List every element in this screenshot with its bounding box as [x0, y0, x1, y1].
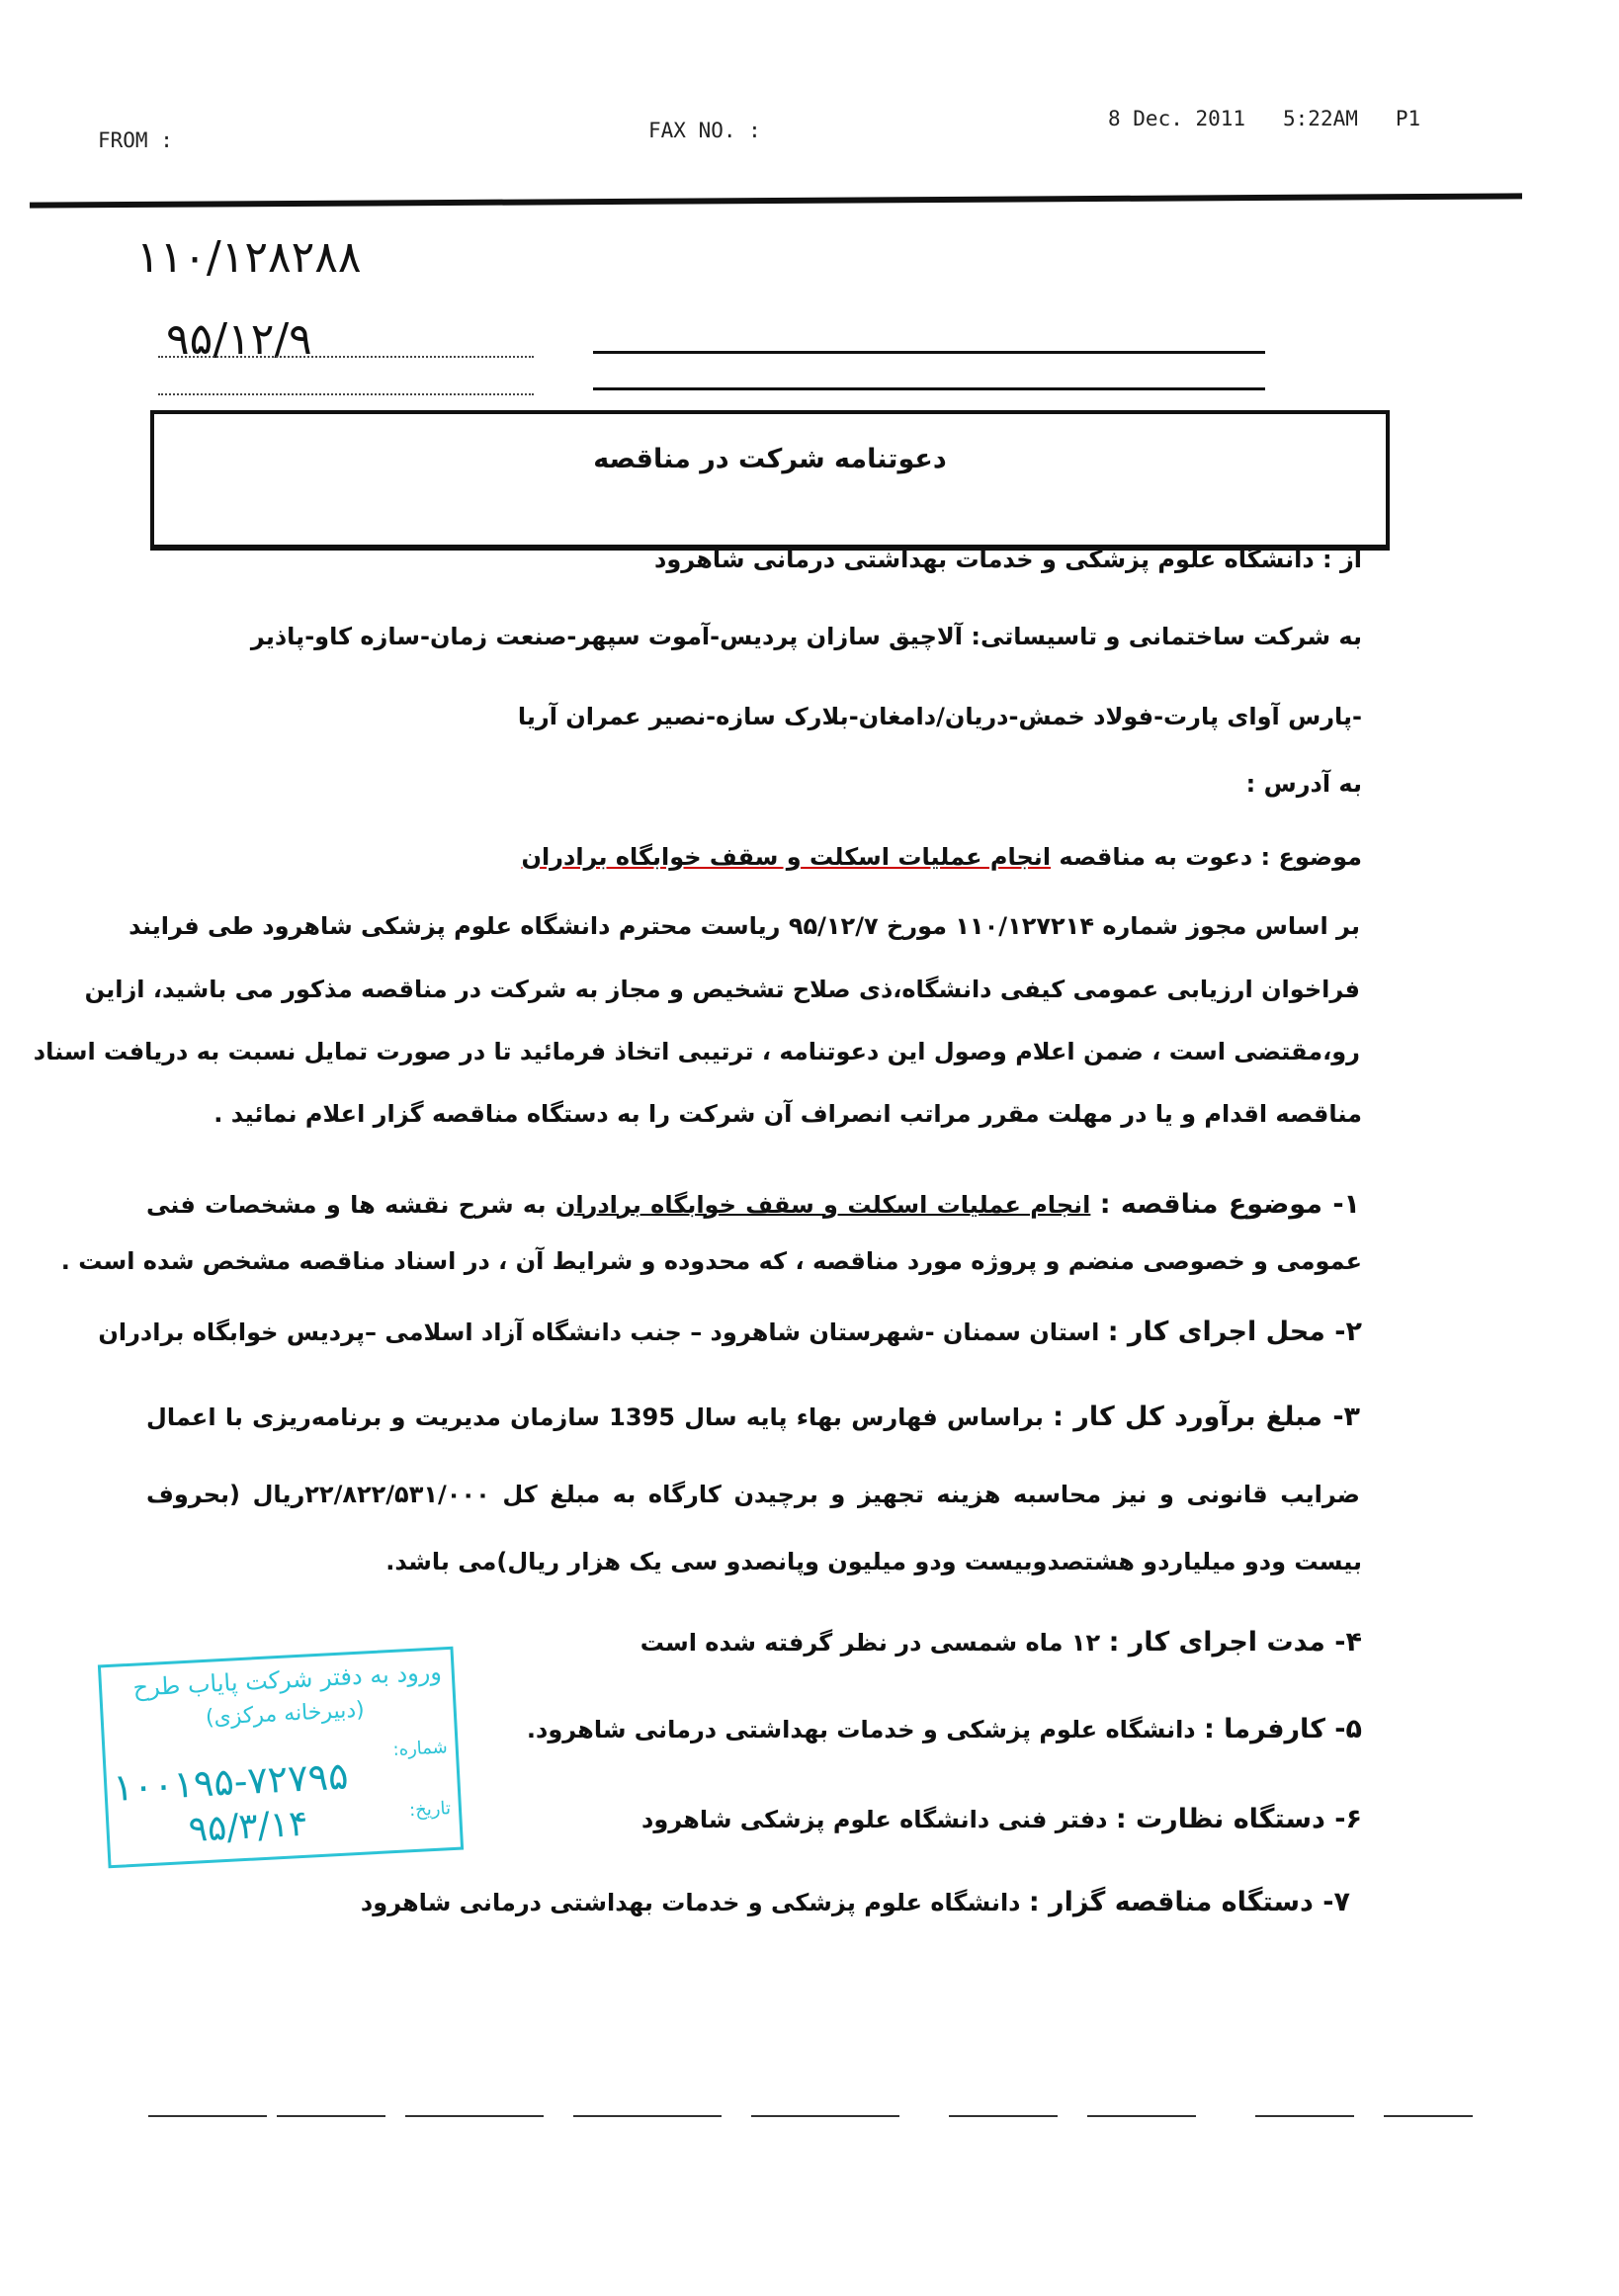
item-5 — [527, 1714, 1362, 1744]
item-2-text: استان سمنان -شهرستان شاهرود – جنب دانشگاه آزاد اسلامی –پردیس خوابگاه برادران — [98, 1318, 1100, 1346]
dotted-line — [158, 393, 534, 395]
item-5-text: دانشگاه علوم پزشکی و خدمات بهداشتی درمانی شاهرود. — [526, 1716, 1196, 1743]
item-1 — [146, 1189, 1360, 1220]
document-title: دعوتنامه شرکت در مناقصه — [593, 444, 947, 474]
footer-dash — [949, 2115, 1058, 2117]
stamp-number-label: شماره: — [392, 1737, 449, 1761]
footer-dash — [277, 2115, 385, 2117]
fax-date-value: 8 Dec. 2011 — [1108, 107, 1246, 130]
item-3-line-3: بیست ودو میلیاردو هشتصدوبیست ودو میلیون وپانصدو سی یک هزار ریال)می باشد. — [385, 1548, 1362, 1575]
item-3-label: ۳- مبلغ برآورد کل کار : — [1053, 1402, 1361, 1432]
fax-from-label: FROM : — [98, 128, 173, 152]
header-rule — [593, 387, 1265, 390]
item-1-label: ۱- موضوع مناقصه : — [1099, 1189, 1361, 1220]
dotted-line — [158, 356, 534, 358]
item-4 — [640, 1627, 1362, 1658]
item-1-line-2: عمومی و خصوصی منضم و پروژه مورد مناقصه ، که محدوده و شرایط آن ، در اسناد مناقصه مشخص شده است . — [60, 1247, 1362, 1275]
item-7-label: ۷- دستگاه مناقصه گزار : — [1028, 1887, 1350, 1917]
item-7-text: دانشگاه علوم پزشکی و خدمات بهداشتی درمانی شاهرود — [360, 1889, 1021, 1916]
to-line-2: -پارس آوای پارت-فولاد خمش-دریان/دامغان-بلارک سازه-نصیر عمران آریا — [517, 703, 1362, 730]
paragraph-line: فراخوان ارزیابی عمومی کیفی دانشگاه،ذی صلاح تشخیص و مجاز به شرکت در مناقصه مذکور می باشید، ازاین — [84, 976, 1360, 1003]
footer-dash — [1255, 2115, 1354, 2117]
fax-page-value: P1 — [1395, 107, 1421, 130]
title-box — [150, 410, 1390, 551]
stamp-date-value: ۹۵/۳/۱۴ — [187, 1803, 309, 1850]
footer-dash — [573, 2115, 722, 2117]
paragraph-line: رو،مقتضی است ، ضمن اعلام وصول این دعوتنامه ، ترتیبی اتخاذ فرمائید تا در صورت تمایل نسبت به دریافت اسناد — [33, 1038, 1360, 1065]
registry-stamp — [98, 1647, 464, 1869]
stamp-subtitle: (دبیرخانه مرکزی) — [205, 1697, 366, 1731]
item-4-text: ۱۲ ماه شمسی در نظر گرفته شده است — [639, 1629, 1101, 1657]
fax-number-label: FAX NO. : — [648, 119, 761, 142]
stamp-date-label: تاریخ: — [408, 1798, 452, 1822]
item-1-text: به شرح نقشه ها و مشخصات فنی — [146, 1191, 547, 1219]
handwritten-letter-date: ۹۵/۱۲/۹ — [166, 314, 312, 365]
paragraph-line: بر اساس مجوز شماره ۱۱۰/۱۲۷۲۱۴ مورخ ۹۵/۱۲/۷ ریاست محترم دانشگاه علوم پزشکی شاهرود طی فرایند — [128, 912, 1360, 940]
item-3 — [146, 1402, 1360, 1432]
item-6 — [641, 1804, 1362, 1834]
footer-dash — [405, 2115, 544, 2117]
subject-prefix: موضوع : دعوت به مناقصه — [1059, 843, 1362, 871]
paragraph-line: مناقصه اقدام و یا در مهلت مقرر مراتب انصراف آن شرکت را به دستگاه مناقصه گزار اعلام نمائید . — [213, 1100, 1362, 1128]
handwritten-letter-number: ۱۱۰/۱۲۸۲۸۸ — [136, 232, 362, 283]
item-1-subject: انجام عملیات اسکلت و سقف خوابگاه برادران — [554, 1191, 1091, 1219]
fax-header-rule — [30, 193, 1522, 208]
footer-dash — [1384, 2115, 1473, 2117]
footer-dash — [1087, 2115, 1196, 2117]
stamp-number-value: ۱۰۰۱۹۵-۷۲۷۹۵ — [112, 1753, 350, 1810]
subject-line — [521, 843, 1362, 871]
fax-time-value: 5:22AM — [1283, 107, 1358, 130]
address-label: به آدرس : — [1245, 770, 1362, 798]
item-4-label: ۴- مدت اجرای کار : — [1108, 1627, 1362, 1658]
item-2-label: ۲- محل اجرای کار : — [1107, 1317, 1362, 1347]
subject-text: انجام عملیات اسکلت و سقف خوابگاه برادران — [521, 843, 1052, 871]
footer-dash — [148, 2115, 267, 2117]
item-2 — [98, 1317, 1362, 1347]
footer-dash — [751, 2115, 899, 2117]
item-6-label: ۶- دستگاه نظارت : — [1115, 1804, 1362, 1834]
item-5-label: ۵- کارفرما : — [1203, 1714, 1362, 1744]
item-6-text: دفتر فنی دانشگاه علوم پزشکی شاهرود — [641, 1806, 1108, 1833]
to-line-1: به شرکت ساختمانی و تاسیساتی: آلاچیق سازان پردیس-آموت سپهر-صنعت زمان-سازه کاو-پاذیر — [250, 623, 1362, 650]
stamp-title: ورود به دفتر شرکت پایاب طرح — [131, 1658, 443, 1702]
item-7 — [361, 1887, 1350, 1917]
fax-date — [1108, 107, 1420, 130]
from-line: از : دانشگاه علوم پزشکی و خدمات بهداشتی درمانی شاهرود — [654, 546, 1362, 573]
header-rule — [593, 351, 1265, 354]
item-3-line-2: ضرایب قانونی و نیز محاسبه هزینه تجهیز و برچیدن کارگاه به مبلغ کل ۲۲/۸۲۲/۵۳۱/۰۰۰ریال (بحروف — [146, 1481, 1360, 1508]
item-3-text: براساس فهارس بهاء پایه سال 1395 سازمان مدیریت و برنامه‌ریزی با اعمال — [146, 1403, 1044, 1431]
